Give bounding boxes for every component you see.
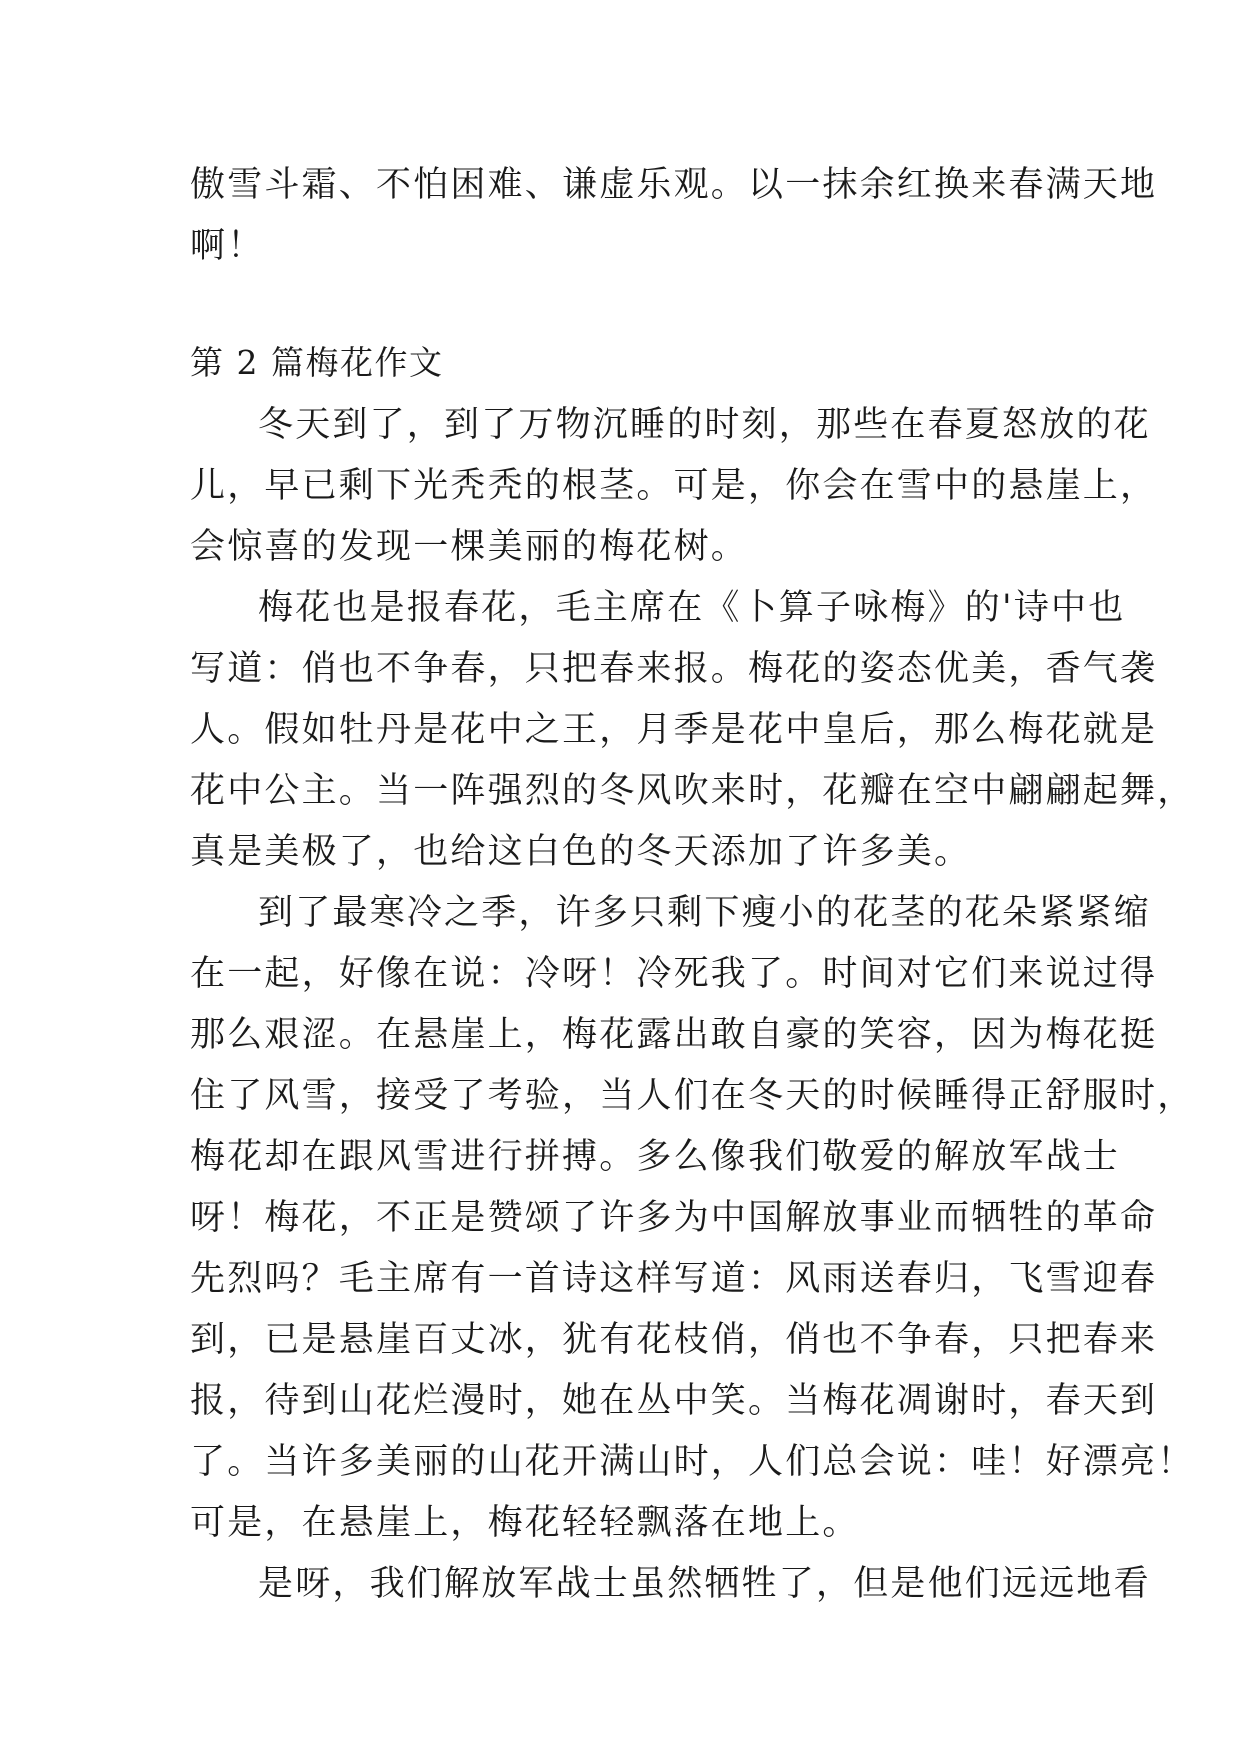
text-line: 花中公主。当一阵强烈的冬风吹来时，花瓣在空中翩翩起舞，: [190, 771, 1195, 811]
text-line: 真是美极了，也给这白色的冬天添加了许多美。: [190, 832, 972, 872]
text-line: 那么艰涩。在悬崖上，梅花露出敢自豪的笑容，因为梅花挺: [190, 1015, 1158, 1055]
text-line: 在一起，好像在说：冷呀！冷死我了。时间对它们来说过得: [190, 954, 1158, 994]
text-line: 到了最寒冷之季，许多只剩下瘦小的花茎的花朵紧紧缩: [258, 893, 1151, 933]
text-line: 会惊喜的发现一棵美丽的梅花树。: [190, 527, 749, 567]
text-line: 梅花也是报春花，毛主席在《卜算子咏梅》的'诗中也: [258, 588, 1126, 628]
text-line: 住了风雪，接受了考验，当人们在冬天的时候睡得正舒服时，: [190, 1076, 1195, 1116]
text-line: 呀！梅花，不正是赞颂了许多为中国解放事业而牺牲的革命: [190, 1198, 1158, 1238]
text-line: 儿，早已剩下光秃秃的根茎。可是，你会在雪中的悬崖上，: [190, 466, 1158, 506]
text-line: 报，待到山花烂漫时，她在丛中笑。当梅花凋谢时，春天到: [190, 1381, 1158, 1421]
text-line: 冬天到了，到了万物沉睡的时刻，那些在春夏怒放的花: [258, 405, 1151, 445]
section-title: 第 2 篇梅花作文: [190, 343, 444, 382]
text-line: 了。当许多美丽的山花开满山时，人们总会说：哇！好漂亮！: [190, 1442, 1195, 1482]
text-line: 傲雪斗霜、不怕困难、谦虚乐观。以一抹余红换来春满天地: [190, 165, 1158, 205]
text-line: 梅花却在跟风雪进行拼搏。多么像我们敬爱的解放军战士: [190, 1137, 1121, 1177]
text-line: 到，已是悬崖百丈冰，犹有花枝俏，俏也不争春，只把春来: [190, 1320, 1158, 1360]
text-line: 先烈吗？毛主席有一首诗这样写道：风雨送春归，飞雪迎春: [190, 1259, 1158, 1299]
text-line: 是呀，我们解放军战士虽然牺牲了，但是他们远远地看: [258, 1564, 1151, 1604]
text-line: 人。假如牡丹是花中之王，月季是花中皇后，那么梅花就是: [190, 710, 1158, 750]
text-line: 啊！: [190, 226, 265, 266]
text-line: 写道：俏也不争春，只把春来报。梅花的姿态优美，香气袭: [190, 649, 1158, 689]
text-line: 可是，在悬崖上，梅花轻轻飘落在地上。: [190, 1503, 860, 1543]
